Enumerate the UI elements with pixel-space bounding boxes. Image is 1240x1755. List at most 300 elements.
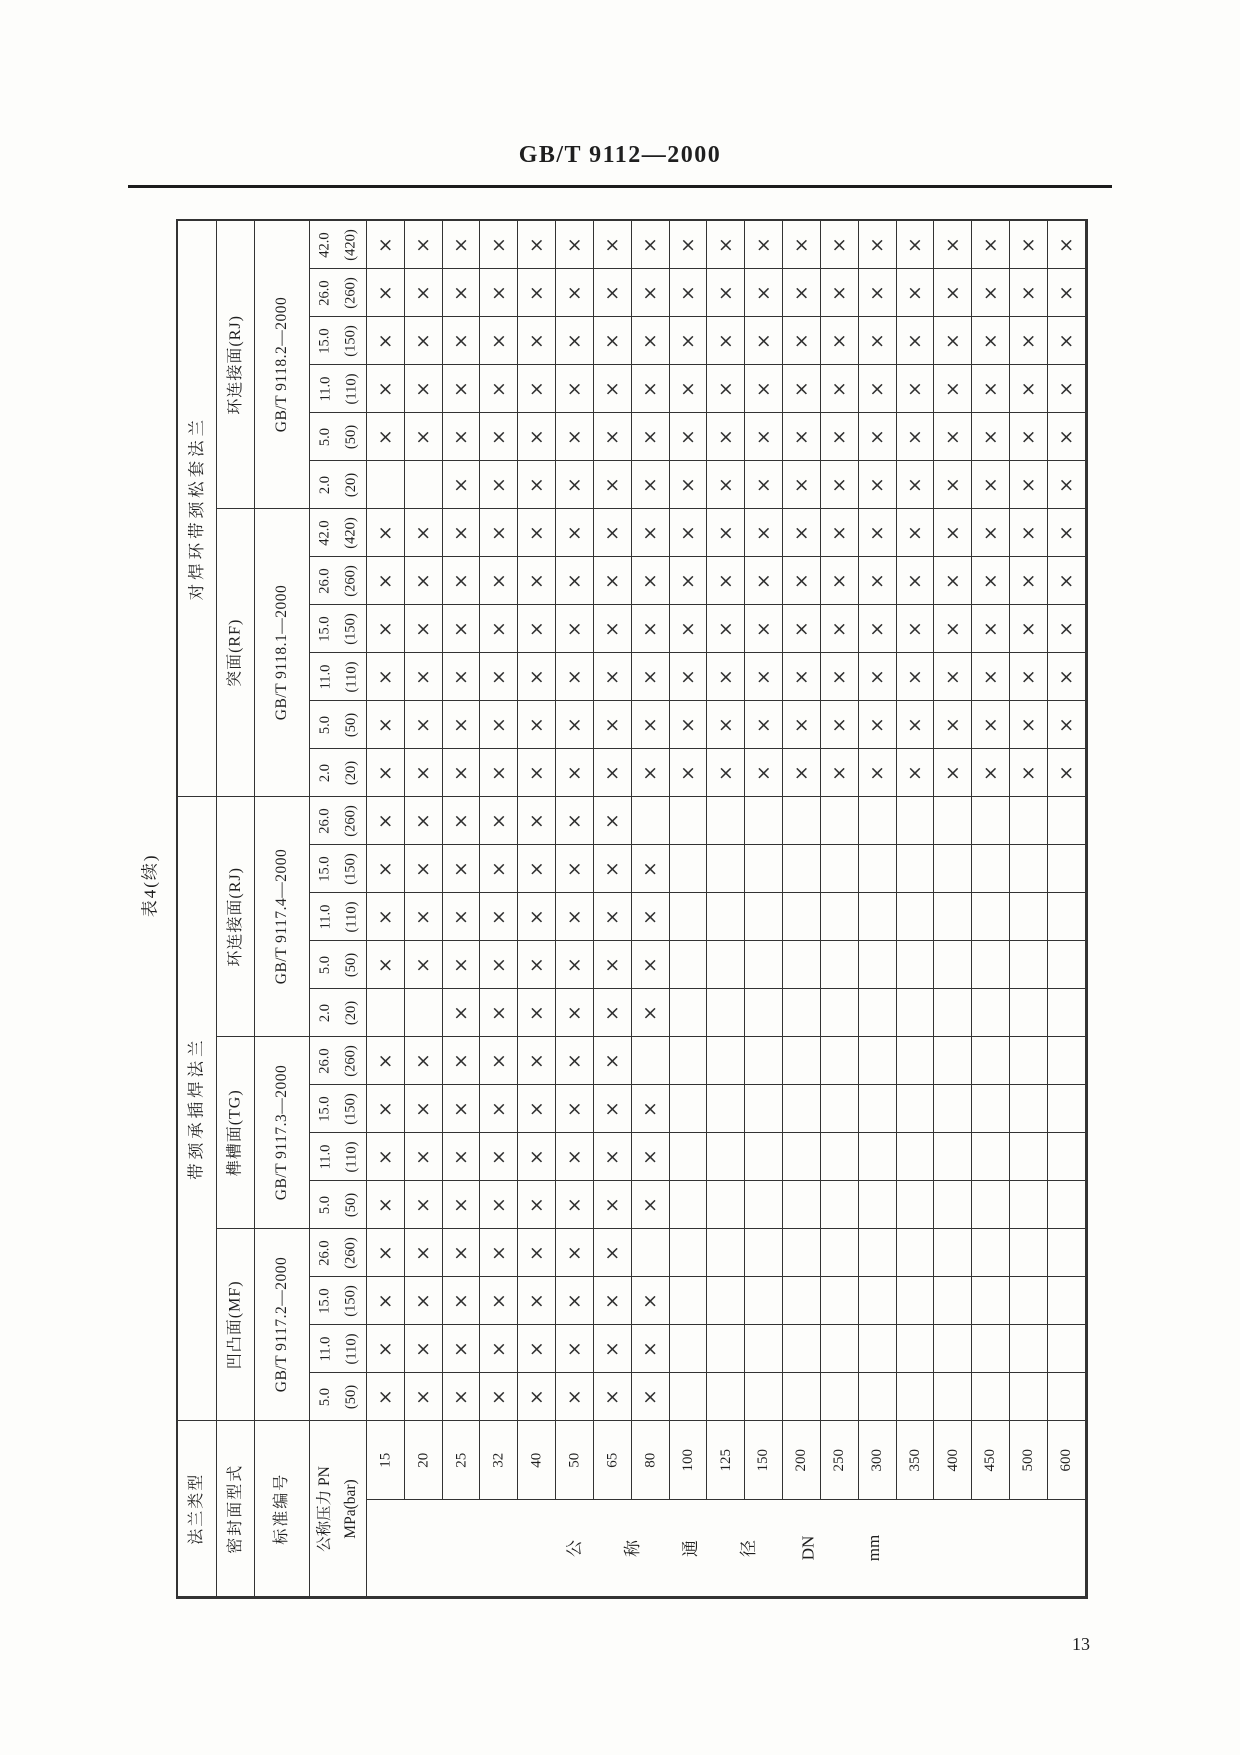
availability-mark: × <box>869 377 886 400</box>
pressure-bar: (260) <box>342 276 359 309</box>
availability-mark: × <box>717 521 734 544</box>
pressure-cell <box>310 701 367 749</box>
availability-mark: × <box>415 953 432 976</box>
dn-cell <box>1048 1421 1086 1500</box>
grid-cell <box>594 413 632 461</box>
grid-cell <box>632 605 670 653</box>
grid-cell <box>518 1373 556 1421</box>
pressure-mpa: 5.0 <box>316 955 333 974</box>
grid-cell <box>745 557 783 605</box>
grid-cell <box>1048 413 1086 461</box>
dn-unit-label-char: 公 <box>564 1539 584 1557</box>
availability-mark: × <box>604 617 621 640</box>
availability-mark: × <box>717 329 734 352</box>
grid-cell <box>480 557 518 605</box>
availability-mark: × <box>642 233 659 256</box>
grid-cell <box>556 1037 594 1085</box>
sealing-face-cell <box>217 221 255 509</box>
grid-cell <box>821 1085 859 1133</box>
availability-mark: × <box>528 377 545 400</box>
availability-mark: × <box>982 473 999 496</box>
availability-mark: × <box>982 569 999 592</box>
grid-cell <box>594 1181 632 1229</box>
dn-cell <box>1010 1421 1048 1500</box>
grid-cell <box>934 1229 972 1277</box>
grid-cell <box>443 1277 481 1325</box>
grid-cell <box>707 749 745 797</box>
dn-value: 400 <box>944 1448 961 1472</box>
grid-cell <box>367 701 405 749</box>
grid-cell <box>1048 749 1086 797</box>
availability-mark: × <box>415 233 432 256</box>
pressure-bar: (260) <box>342 1236 359 1269</box>
availability-mark: × <box>377 665 394 688</box>
grid-cell <box>1010 365 1048 413</box>
availability-mark: × <box>415 905 432 928</box>
grid-cell <box>1010 1229 1048 1277</box>
availability-mark: × <box>528 569 545 592</box>
availability-mark: × <box>944 281 961 304</box>
grid-cell <box>367 269 405 317</box>
grid-cell <box>480 413 518 461</box>
grid-cell <box>367 797 405 845</box>
grid-cell <box>707 1181 745 1229</box>
grid-cell <box>859 941 897 989</box>
pressure-cell <box>310 509 367 557</box>
grid-cell <box>405 893 443 941</box>
pressure-bar: (20) <box>342 1000 359 1025</box>
grid-cell <box>367 749 405 797</box>
grid-cell <box>670 893 708 941</box>
grid-cell <box>405 845 443 893</box>
availability-mark: × <box>1058 761 1075 784</box>
availability-mark: × <box>755 713 772 736</box>
pressure-value <box>312 853 364 884</box>
grid-cell <box>821 749 859 797</box>
grid-cell <box>745 365 783 413</box>
availability-mark: × <box>1020 761 1037 784</box>
grid-cell <box>518 317 556 365</box>
grid-cell <box>897 1277 935 1325</box>
availability-mark: × <box>793 617 810 640</box>
grid-cell <box>897 317 935 365</box>
grid-cell <box>783 269 821 317</box>
pressure-value <box>312 1141 364 1172</box>
availability-mark: × <box>453 1289 470 1312</box>
pressure-cell <box>310 605 367 653</box>
grid-cell <box>405 509 443 557</box>
availability-mark: × <box>717 569 734 592</box>
availability-mark: × <box>490 1337 507 1360</box>
availability-mark: × <box>642 953 659 976</box>
availability-mark: × <box>1058 617 1075 640</box>
availability-mark: × <box>490 665 507 688</box>
grid-cell <box>367 605 405 653</box>
grid-cell <box>367 509 405 557</box>
grid-cell <box>518 701 556 749</box>
grid-cell <box>821 701 859 749</box>
pressure-bar: (50) <box>342 952 359 977</box>
grid-cell <box>632 1181 670 1229</box>
standard-no-label: GB/T 9117.4—2000 <box>273 848 291 985</box>
availability-mark: × <box>453 425 470 448</box>
grid-cell <box>1010 701 1048 749</box>
grid-cell <box>556 1229 594 1277</box>
dn-value: 300 <box>868 1448 885 1472</box>
availability-mark: × <box>642 377 659 400</box>
availability-mark: × <box>642 617 659 640</box>
grid-cell <box>972 413 1010 461</box>
sealing-face-cell <box>217 797 255 1037</box>
availability-mark: × <box>755 617 772 640</box>
availability-mark: × <box>415 617 432 640</box>
standard-no-label: GB/T 9118.1—2000 <box>273 584 291 721</box>
grid-cell <box>972 941 1010 989</box>
grid-cell <box>367 1277 405 1325</box>
availability-mark: × <box>528 1049 545 1072</box>
dn-cell <box>972 1421 1010 1500</box>
grid-cell <box>934 365 972 413</box>
availability-mark: × <box>604 857 621 880</box>
grid-cell <box>745 1277 783 1325</box>
grid-cell <box>821 1229 859 1277</box>
grid-cell <box>1048 269 1086 317</box>
grid-cell <box>367 461 405 509</box>
availability-mark: × <box>907 425 923 448</box>
grid-cell <box>707 509 745 557</box>
grid-cell <box>518 509 556 557</box>
availability-mark: × <box>528 809 545 832</box>
grid-cell <box>594 1085 632 1133</box>
grid-cell <box>897 797 935 845</box>
standard-no-label: GB/T 9118.2—2000 <box>273 296 291 433</box>
grid-cell <box>934 1277 972 1325</box>
grid-cell <box>367 1037 405 1085</box>
availability-mark: × <box>566 329 583 352</box>
availability-mark: × <box>604 1145 621 1168</box>
grid-cell <box>594 1325 632 1373</box>
grid-cell <box>518 365 556 413</box>
grid-cell <box>632 1037 670 1085</box>
pressure-mpa: 2.0 <box>316 1003 333 1022</box>
pressure-value <box>312 1000 364 1024</box>
grid-cell <box>897 461 935 509</box>
pressure-bar: (150) <box>342 1284 359 1317</box>
grid-cell <box>897 269 935 317</box>
grid-cell <box>594 845 632 893</box>
availability-mark: × <box>642 761 659 784</box>
availability-mark: × <box>1020 713 1037 736</box>
availability-mark: × <box>604 1289 621 1312</box>
grid-cell <box>443 749 481 797</box>
grid-cell <box>897 845 935 893</box>
grid-cell <box>670 1277 708 1325</box>
grid-cell <box>707 1373 745 1421</box>
grid-cell <box>443 317 481 365</box>
pressure-value <box>312 517 364 548</box>
grid-cell <box>745 1373 783 1421</box>
grid-cell <box>670 1181 708 1229</box>
availability-mark: × <box>869 329 886 352</box>
grid-cell <box>972 605 1010 653</box>
availability-mark: × <box>642 1193 659 1216</box>
grid-cell <box>934 701 972 749</box>
pressure-cell <box>310 1229 367 1277</box>
availability-mark: × <box>566 665 583 688</box>
availability-mark: × <box>490 617 507 640</box>
dn-value: 65 <box>604 1452 621 1468</box>
availability-mark: × <box>415 1385 432 1408</box>
availability-mark: × <box>528 617 545 640</box>
availability-mark: × <box>793 377 810 400</box>
grid-cell <box>594 1133 632 1181</box>
grid-cell <box>821 941 859 989</box>
availability-mark: × <box>944 617 961 640</box>
grid-cell <box>821 1373 859 1421</box>
availability-mark: × <box>528 953 545 976</box>
grid-cell <box>1048 989 1086 1037</box>
dn-value: 32 <box>490 1452 507 1468</box>
grid-cell <box>859 221 897 269</box>
grid-cell <box>556 269 594 317</box>
availability-mark: × <box>1020 233 1037 256</box>
grid-cell <box>480 653 518 701</box>
availability-mark: × <box>604 1241 621 1264</box>
grid-cell <box>1048 557 1086 605</box>
availability-mark: × <box>717 473 734 496</box>
availability-mark: × <box>604 1337 621 1360</box>
grid-cell <box>480 509 518 557</box>
grid-cell <box>707 221 745 269</box>
grid-cell <box>972 221 1010 269</box>
grid-cell <box>1048 509 1086 557</box>
grid-cell <box>859 269 897 317</box>
availability-mark: × <box>717 713 734 736</box>
grid-cell <box>859 509 897 557</box>
availability-mark: × <box>717 761 734 784</box>
grid-cell <box>518 749 556 797</box>
grid-cell <box>1010 653 1048 701</box>
grid-cell <box>632 941 670 989</box>
grid-cell <box>594 365 632 413</box>
availability-mark: × <box>490 1289 507 1312</box>
availability-mark: × <box>869 713 886 736</box>
grid-cell <box>518 893 556 941</box>
availability-mark: × <box>642 473 659 496</box>
grid-cell <box>859 797 897 845</box>
pressure-mpa: 26.0 <box>316 807 333 834</box>
availability-mark: × <box>415 1289 432 1312</box>
grid-cell <box>405 1133 443 1181</box>
availability-mark: × <box>490 521 507 544</box>
availability-mark: × <box>793 329 810 352</box>
grid-cell <box>518 605 556 653</box>
grid-cell <box>670 1085 708 1133</box>
pressure-bar: (20) <box>342 760 359 785</box>
availability-mark: × <box>490 1385 507 1408</box>
availability-mark: × <box>453 953 470 976</box>
availability-mark: × <box>453 1001 470 1024</box>
grid-cell <box>897 749 935 797</box>
dn-cell <box>518 1421 556 1500</box>
availability-mark: × <box>490 857 507 880</box>
flange-availability-table <box>176 219 1088 1599</box>
availability-mark: × <box>377 1049 394 1072</box>
availability-mark: × <box>642 329 659 352</box>
availability-mark: × <box>680 617 696 640</box>
grid-cell <box>1048 221 1086 269</box>
availability-mark: × <box>642 1097 659 1120</box>
availability-mark: × <box>869 617 886 640</box>
grid-cell <box>480 1373 518 1421</box>
grid-cell <box>443 989 481 1037</box>
grid-cell <box>670 653 708 701</box>
availability-mark: × <box>907 521 923 544</box>
standard-no-header-label: 标准编号 <box>273 1472 291 1545</box>
grid-cell <box>405 701 443 749</box>
grid-cell <box>632 365 670 413</box>
availability-mark: × <box>528 1337 545 1360</box>
grid-cell <box>745 989 783 1037</box>
availability-mark: × <box>377 1145 394 1168</box>
grid-cell <box>707 1229 745 1277</box>
grid-cell <box>972 893 1010 941</box>
grid-cell <box>632 1133 670 1181</box>
page-number: 13 <box>1072 1634 1090 1654</box>
availability-mark: × <box>377 377 394 400</box>
availability-mark: × <box>528 521 545 544</box>
grid-cell <box>783 413 821 461</box>
availability-mark: × <box>528 761 545 784</box>
grid-cell <box>783 605 821 653</box>
pressure-value <box>312 1045 364 1076</box>
pressure-mpa: 26.0 <box>316 279 333 306</box>
availability-mark: × <box>453 329 470 352</box>
grid-cell <box>443 1133 481 1181</box>
grid-cell <box>783 941 821 989</box>
grid-cell <box>632 413 670 461</box>
grid-cell <box>367 941 405 989</box>
grid-cell <box>405 1373 443 1421</box>
grid-cell <box>518 989 556 1037</box>
availability-mark: × <box>755 281 772 304</box>
availability-mark: × <box>680 377 696 400</box>
grid-cell <box>897 1085 935 1133</box>
standard-number-header: GB/T 9112—2000 <box>518 142 722 168</box>
pressure-bar: (420) <box>342 516 359 549</box>
pressure-mpa: 26.0 <box>316 567 333 594</box>
pressure-mpa: 5.0 <box>316 427 333 446</box>
dn-unit-label-char: 径 <box>738 1539 758 1557</box>
grid-cell <box>556 989 594 1037</box>
grid-cell <box>443 701 481 749</box>
grid-cell <box>518 1085 556 1133</box>
pressure-mpa: 11.0 <box>317 904 333 929</box>
grid-cell <box>594 557 632 605</box>
grid-cell <box>707 701 745 749</box>
availability-mark: × <box>528 1097 545 1120</box>
grid-cell <box>972 749 1010 797</box>
pressure-cell <box>310 1133 367 1181</box>
grid-cell <box>821 845 859 893</box>
availability-mark: × <box>377 905 394 928</box>
grid-cell <box>480 941 518 989</box>
grid-cell <box>745 653 783 701</box>
pressure-cell <box>310 557 367 605</box>
availability-mark: × <box>907 281 923 304</box>
grid-cell <box>821 413 859 461</box>
availability-mark: × <box>490 713 507 736</box>
grid-cell <box>405 941 443 989</box>
availability-mark: × <box>566 1145 583 1168</box>
availability-mark: × <box>944 473 961 496</box>
grid-cell <box>480 269 518 317</box>
dn-unit-label-char: mm <box>864 1534 884 1562</box>
grid-cell <box>897 893 935 941</box>
dn-value: 20 <box>414 1452 431 1468</box>
grid-cell <box>1010 1277 1048 1325</box>
grid-cell <box>745 461 783 509</box>
grid-cell <box>480 893 518 941</box>
grid-cell <box>556 1277 594 1325</box>
grid-cell <box>821 893 859 941</box>
grid-cell <box>556 749 594 797</box>
pressure-cell <box>310 1325 367 1373</box>
availability-mark: × <box>642 713 659 736</box>
grid-cell <box>1010 845 1048 893</box>
grid-cell <box>972 317 1010 365</box>
pressure-value <box>312 277 364 308</box>
grid-cell <box>821 1277 859 1325</box>
pressure-value <box>312 712 364 736</box>
pressure-cell <box>310 461 367 509</box>
grid-cell <box>632 1229 670 1277</box>
pressure-header-line2: MPa(bar) <box>342 1478 360 1539</box>
availability-mark: × <box>453 713 470 736</box>
availability-mark: × <box>831 569 848 592</box>
grid-cell <box>897 221 935 269</box>
availability-mark: × <box>528 713 545 736</box>
grid-cell <box>480 605 518 653</box>
grid-cell <box>443 221 481 269</box>
grid-cell <box>443 893 481 941</box>
grid-cell <box>594 461 632 509</box>
availability-mark: × <box>377 761 394 784</box>
availability-mark: × <box>831 281 848 304</box>
grid-cell <box>821 1133 859 1181</box>
pressure-bar: (110) <box>343 1141 359 1172</box>
grid-cell <box>367 317 405 365</box>
availability-mark: × <box>415 377 432 400</box>
grid-cell <box>972 461 1010 509</box>
pressure-bar: (150) <box>342 612 359 645</box>
pressure-mpa: 11.0 <box>317 1144 333 1169</box>
grid-cell <box>556 221 594 269</box>
grid-cell <box>745 317 783 365</box>
grid-cell <box>594 653 632 701</box>
grid-cell <box>783 1085 821 1133</box>
availability-mark: × <box>604 713 621 736</box>
grid-cell <box>745 701 783 749</box>
grid-cell <box>972 365 1010 413</box>
availability-mark: × <box>604 425 621 448</box>
grid-cell <box>972 1181 1010 1229</box>
availability-mark: × <box>453 1337 470 1360</box>
pressure-mpa: 26.0 <box>316 1239 333 1266</box>
availability-mark: × <box>793 713 810 736</box>
availability-mark: × <box>680 521 696 544</box>
pressure-mpa: 2.0 <box>316 763 333 782</box>
